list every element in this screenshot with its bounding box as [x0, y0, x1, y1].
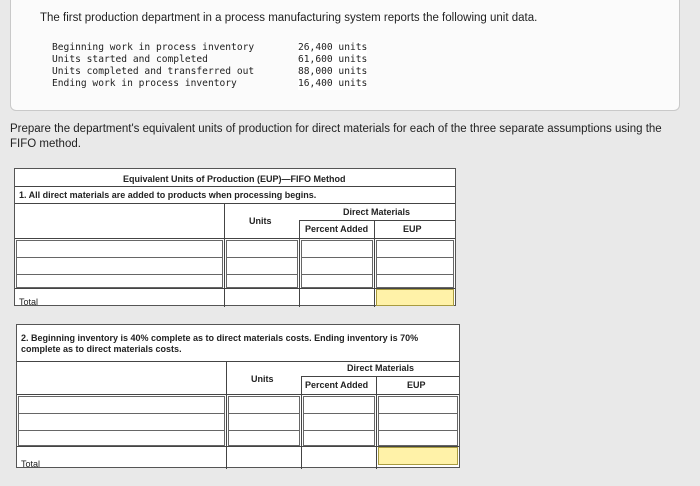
percent-added-input[interactable]	[303, 413, 375, 431]
row-label-input[interactable]	[16, 240, 223, 258]
unit-data-label: Beginning work in process inventory	[52, 42, 255, 53]
row-label-input[interactable]	[16, 257, 223, 275]
eup-input[interactable]	[376, 274, 454, 288]
eup-input[interactable]	[378, 430, 458, 446]
units-input[interactable]	[226, 240, 298, 258]
unit-data-label: Units started and completed	[52, 54, 208, 65]
col-header-units: Units	[251, 374, 274, 384]
eup-input[interactable]	[376, 257, 454, 275]
percent-added-input[interactable]	[301, 257, 373, 275]
assumption-2-text: 2. Beginning inventory is 40% complete as to direct materials costs. Ending inventory is 70% complete as to direct materials costs.	[21, 333, 419, 354]
units-input[interactable]	[228, 430, 300, 446]
percent-added-input[interactable]	[301, 240, 373, 258]
col-header-eup: EUP	[403, 224, 422, 234]
row-label-input[interactable]	[18, 396, 225, 414]
unit-data-value: 26,400 units	[298, 42, 368, 53]
intro-text: The first production department in a process manufacturing system reports the following unit data.	[40, 12, 538, 24]
units-input[interactable]	[228, 396, 300, 414]
unit-data-label: Ending work in process inventory	[52, 78, 237, 89]
unit-data-value: 16,400 units	[298, 78, 368, 89]
col-header-units: Units	[249, 216, 272, 226]
total-eup-input[interactable]	[378, 447, 458, 465]
table-title: Equivalent Units of Production (EUP)—FIFO Method	[123, 174, 346, 184]
percent-added-input[interactable]	[301, 274, 373, 288]
instructions-text: Prepare the department's equivalent units of production for direct materials for each of the three separate assumptions using the FIFO method.	[10, 123, 662, 150]
unit-data-label: Units completed and transferred out	[52, 66, 255, 77]
row-label-input[interactable]	[18, 413, 225, 431]
eup-input[interactable]	[378, 396, 458, 414]
assumption-1-text: 1. All direct materials are added to products when processing begins.	[19, 190, 317, 200]
row-label-input[interactable]	[18, 430, 225, 446]
units-input[interactable]	[226, 274, 298, 288]
total-label: Total	[21, 459, 41, 469]
total-eup-input[interactable]	[376, 289, 454, 306]
eup-table-2	[16, 324, 460, 468]
total-label: Total	[19, 297, 39, 307]
percent-added-input[interactable]	[303, 396, 375, 414]
row-label-input[interactable]	[16, 274, 223, 288]
col-header-direct-materials: Direct Materials	[343, 207, 411, 217]
col-header-direct-materials: Direct Materials	[347, 363, 415, 373]
col-header-eup: EUP	[407, 380, 426, 390]
eup-input[interactable]	[378, 413, 458, 431]
units-input[interactable]	[228, 413, 300, 431]
percent-added-input[interactable]	[303, 430, 375, 446]
units-input[interactable]	[226, 257, 298, 275]
unit-data-value: 61,600 units	[298, 54, 368, 65]
eup-table-1	[14, 168, 456, 306]
eup-input[interactable]	[376, 240, 454, 258]
col-header-percent-added: Percent Added	[305, 224, 369, 234]
unit-data-value: 88,000 units	[298, 66, 368, 77]
col-header-percent-added: Percent Added	[305, 380, 369, 390]
